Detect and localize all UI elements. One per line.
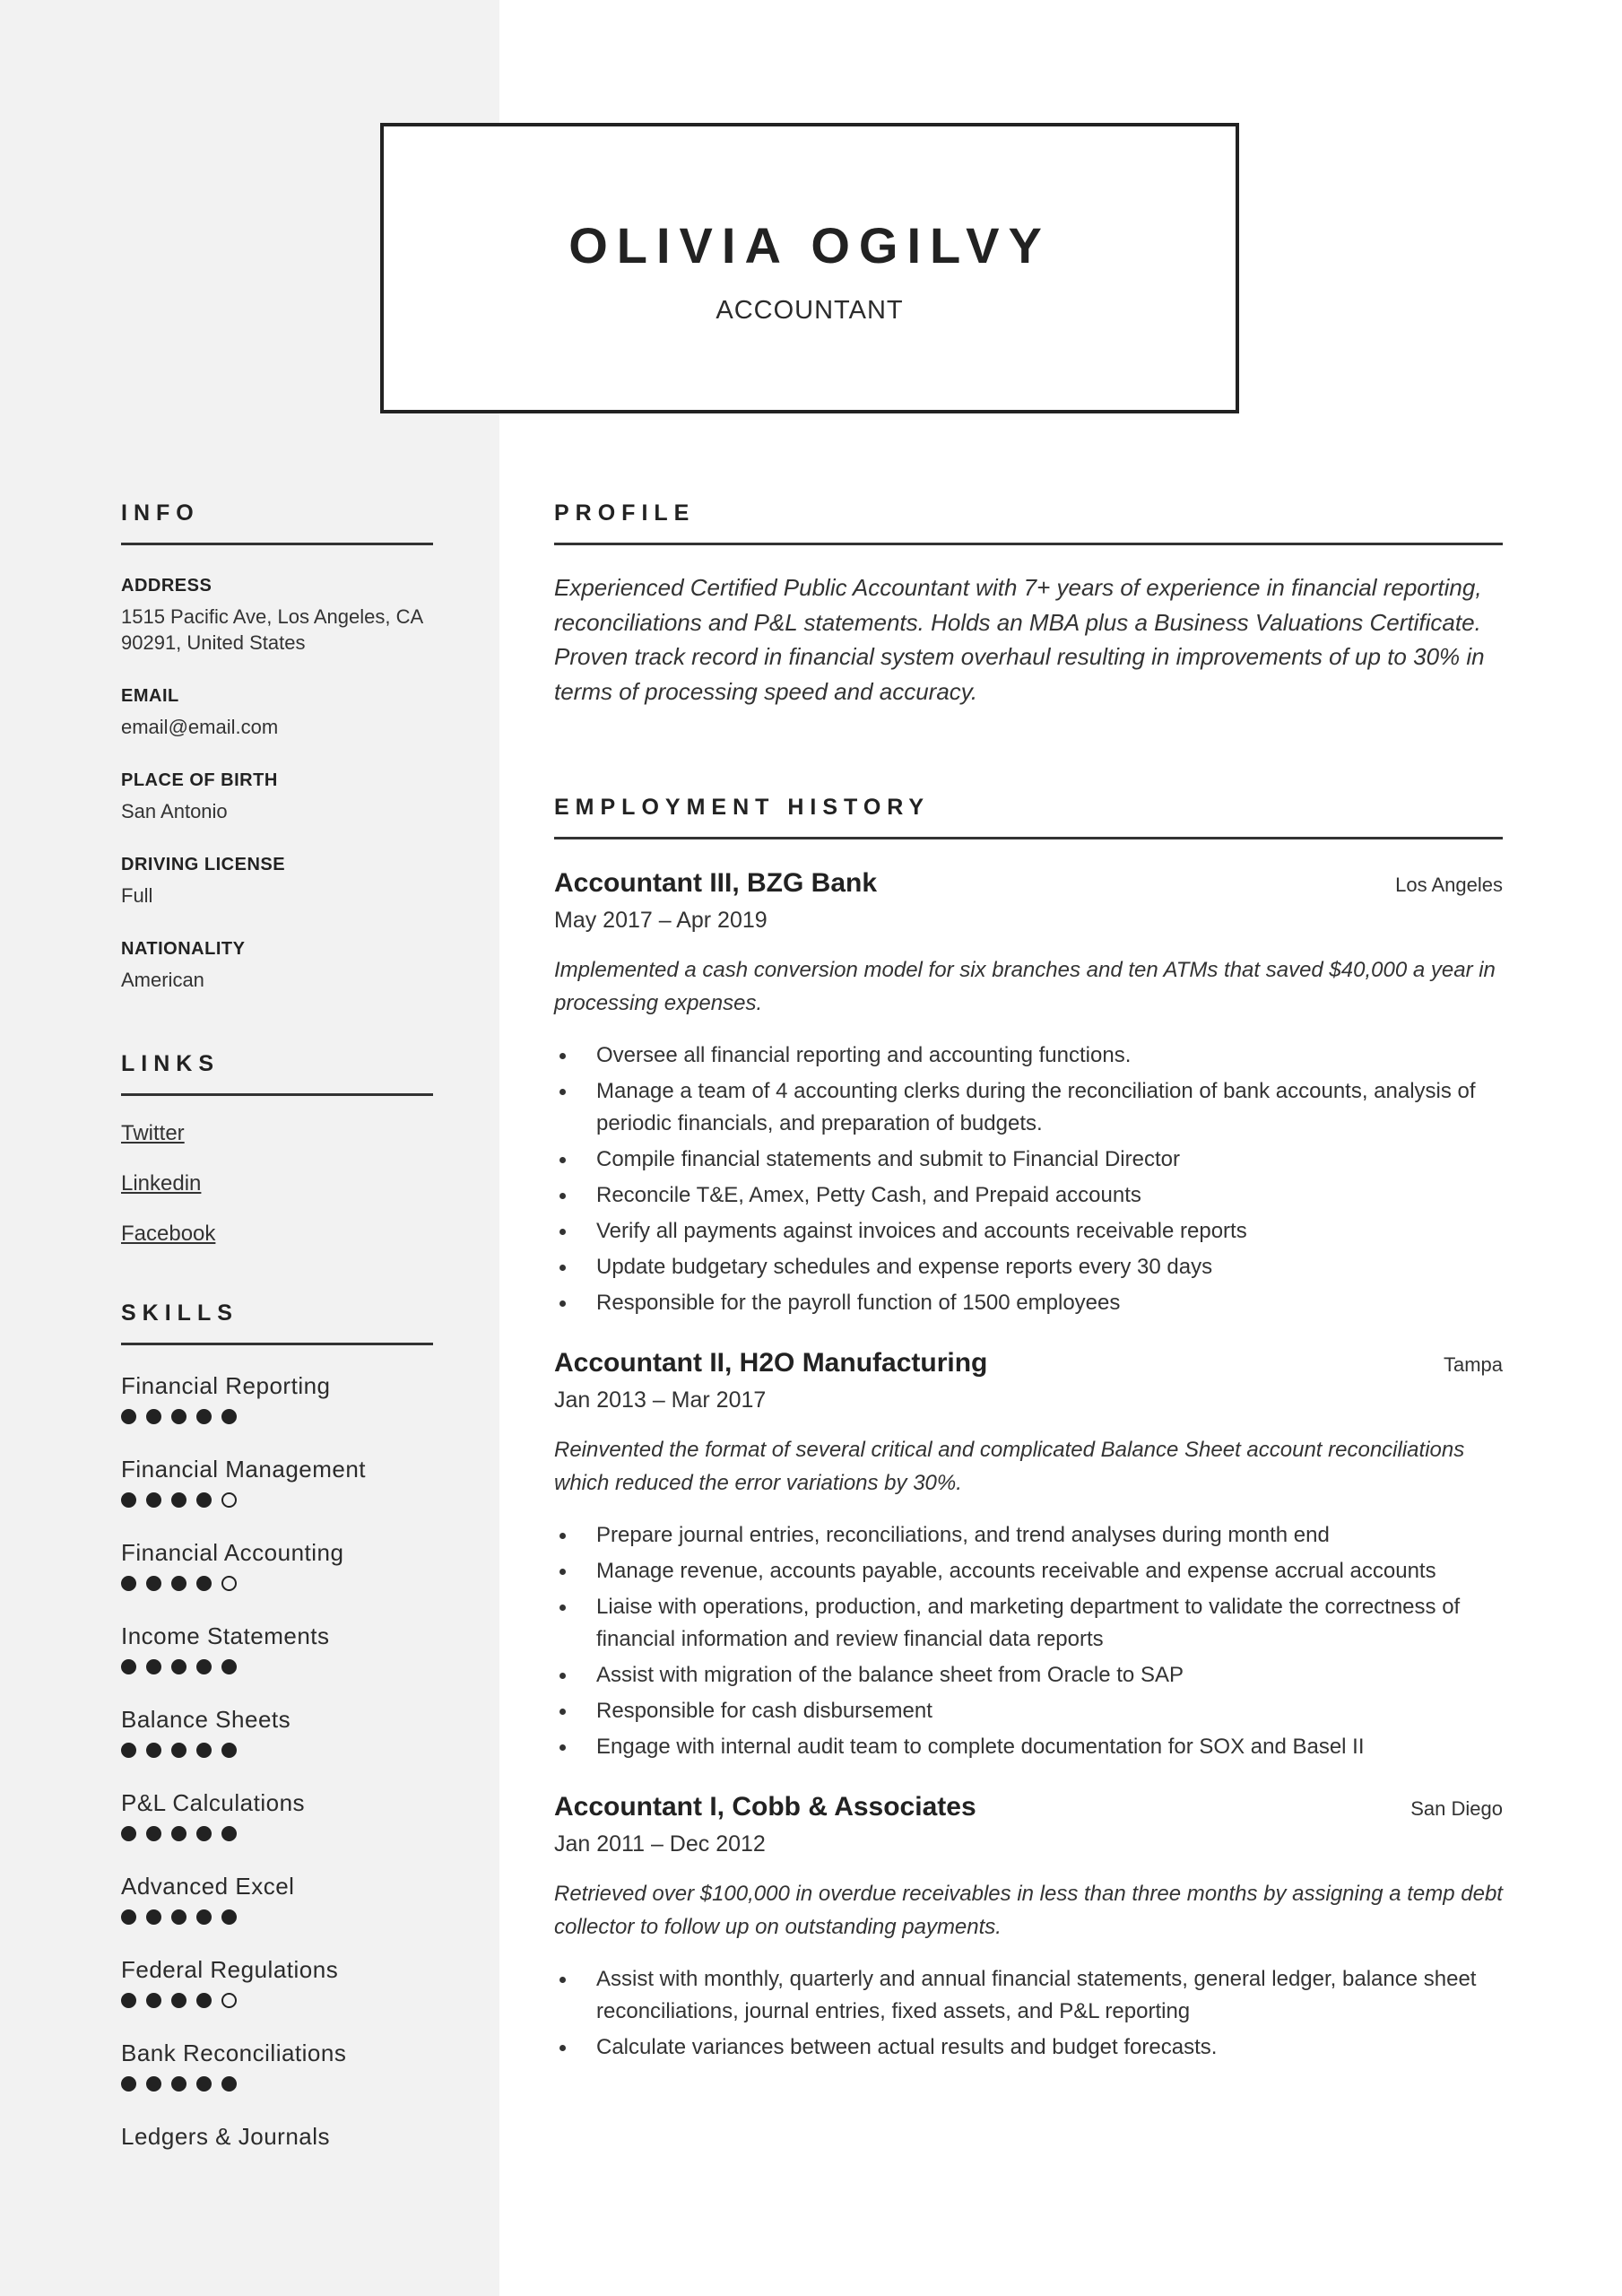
- rating-dot-filled: [146, 1743, 161, 1758]
- job-title: Accountant I, Cobb & Associates: [554, 1792, 976, 1822]
- skill-rating: [121, 1409, 433, 1429]
- rating-dot-filled: [196, 1826, 212, 1841]
- skill-name: Federal Regulations: [121, 1956, 339, 1983]
- employment-section: [554, 795, 1503, 2067]
- skills-section: [121, 1300, 433, 2151]
- license-value: Full: [121, 884, 153, 907]
- rating-dot-filled: [171, 1659, 186, 1674]
- skill-item: [121, 1456, 433, 1512]
- skill-name: Financial Accounting: [121, 1539, 344, 1566]
- skill-name: P&L Calculations: [121, 1789, 306, 1816]
- job-bullet: Responsible for cash disbursement: [554, 1695, 1503, 1727]
- email-label: EMAIL: [121, 686, 179, 706]
- skill-item: [121, 2039, 433, 2096]
- rating-dot-filled: [196, 1743, 212, 1758]
- birthplace-value: San Antonio: [121, 800, 228, 822]
- employment-heading: EMPLOYMENT HISTORY: [554, 795, 1503, 839]
- job-title-row: [554, 1792, 1503, 1822]
- rating-dot-filled: [171, 1492, 186, 1508]
- candidate-title: ACCOUNTANT: [716, 296, 904, 325]
- skill-item: [121, 1956, 433, 2013]
- skill-item: [121, 1539, 433, 1596]
- rating-dot-filled: [171, 1909, 186, 1925]
- rating-dot-filled: [146, 1659, 161, 1674]
- skill-rating: [121, 2076, 433, 2096]
- skill-rating: [121, 1576, 433, 1596]
- skill-rating: [121, 1993, 433, 2013]
- job-bullet: Liaise with operations, production, and marketing department to validate the correctness of financial information and review financial data reports: [554, 1591, 1503, 1656]
- rating-dot-filled: [221, 1409, 237, 1424]
- job-bullet: Engage with internal audit team to complete documentation for SOX and Basel II: [554, 1731, 1503, 1763]
- profile-section: [554, 500, 1503, 709]
- birthplace-label: PLACE OF BIRTH: [121, 770, 278, 790]
- job-bullet: Manage a team of 4 accounting clerks during the reconciliation of bank accounts, analysis of periodic financials, and preparation of budgets.: [554, 1075, 1503, 1140]
- rating-dot-filled: [196, 2076, 212, 2092]
- job-title: Accountant III, BZG Bank: [554, 868, 878, 898]
- job-bullet: Calculate variances between actual results and budget forecasts.: [554, 2031, 1503, 2064]
- rating-dot-empty: [221, 1492, 237, 1508]
- rating-dot-filled: [146, 1409, 161, 1424]
- rating-dot-filled: [171, 1576, 186, 1591]
- candidate-name: OLIVIA OGILVY: [568, 217, 1051, 274]
- resume-header: [380, 123, 1239, 413]
- skill-name: Balance Sheets: [121, 1706, 291, 1733]
- jobs-list: [554, 868, 1503, 2064]
- skill-rating: [121, 1492, 433, 1512]
- job-dates: Jan 2013 – Mar 2017: [554, 1387, 767, 1413]
- twitter-link[interactable]: Twitter: [121, 1121, 185, 1145]
- rating-dot-filled: [171, 2076, 186, 2092]
- job-bullet: Compile financial statements and submit to Financial Director: [554, 1144, 1503, 1176]
- job-bullet: Prepare journal entries, reconciliations, and trend analyses during month end: [554, 1519, 1503, 1552]
- rating-dot-filled: [121, 1743, 136, 1758]
- rating-dot-filled: [121, 1826, 136, 1841]
- rating-dot-empty: [221, 1993, 237, 2008]
- skill-rating: [121, 1909, 433, 1929]
- job-entry: [554, 1792, 1503, 2064]
- skill-name: Advanced Excel: [121, 1873, 295, 1900]
- rating-dot-filled: [121, 1576, 136, 1591]
- job-description: Reinvented the format of several critical and complicated Balance Sheet account reconciliations which reduced the error variations by 30%.: [554, 1438, 1465, 1495]
- rating-dot-filled: [196, 1576, 212, 1591]
- rating-dot-filled: [196, 1993, 212, 2008]
- skill-name: Income Statements: [121, 1622, 330, 1649]
- job-bullet: Update budgetary schedules and expense reports every 30 days: [554, 1251, 1503, 1283]
- skills-heading: SKILLS: [121, 1300, 433, 1345]
- rating-dot-filled: [146, 1492, 161, 1508]
- skill-name: Ledgers & Journals: [121, 2123, 331, 2150]
- job-location: San Diego: [1410, 1797, 1503, 1820]
- job-bullet: Verify all payments against invoices and accounts receivable reports: [554, 1215, 1503, 1248]
- rating-dot-filled: [121, 1492, 136, 1508]
- job-bullet: Manage revenue, accounts payable, accounts receivable and expense accrual accounts: [554, 1555, 1503, 1587]
- job-description: Implemented a cash conversion model for six branches and ten ATMs that saved $40,000 a year in processing expenses.: [554, 958, 1496, 1015]
- rating-dot-filled: [221, 1743, 237, 1758]
- job-dates: May 2017 – Apr 2019: [554, 908, 768, 933]
- job-bullet: Assist with migration of the balance sheet from Oracle to SAP: [554, 1659, 1503, 1692]
- job-location: Tampa: [1443, 1353, 1503, 1376]
- profile-text: Experienced Certified Public Accountant with 7+ years of experience in financial reporting, reconciliations and P&L statements. Holds an MBA plus a Business Valuations Certificate. Proven track record in financial system overhaul resulting in improvements of up to 30% in terms of processing speed and accuracy.: [554, 574, 1485, 705]
- job-bullet-list: [554, 1963, 1503, 2064]
- skill-item: [121, 1622, 433, 1679]
- skill-name: Financial Reporting: [121, 1372, 331, 1399]
- nationality-label: NATIONALITY: [121, 939, 246, 959]
- rating-dot-filled: [221, 2076, 237, 2092]
- profile-heading: PROFILE: [554, 500, 1503, 545]
- rating-dot-filled: [196, 1409, 212, 1424]
- job-entry: [554, 868, 1503, 1319]
- info-heading: INFO: [121, 500, 433, 545]
- address-value: 1515 Pacific Ave, Los Angeles, CA 90291, United States: [121, 605, 422, 654]
- rating-dot-filled: [146, 1576, 161, 1591]
- rating-dot-filled: [196, 1659, 212, 1674]
- skills-list: [121, 1372, 433, 2151]
- rating-dot-filled: [171, 1409, 186, 1424]
- rating-dot-filled: [146, 2076, 161, 2092]
- rating-dot-filled: [121, 1993, 136, 2008]
- rating-dot-filled: [146, 1826, 161, 1841]
- job-title-row: [554, 868, 1503, 899]
- facebook-link[interactable]: Facebook: [121, 1222, 216, 1246]
- skill-item: [121, 1789, 433, 1846]
- rating-dot-filled: [196, 1492, 212, 1508]
- job-description: Retrieved over $100,000 in overdue receivables in less than three months by assigning a temp debt collector to follow up on outstanding payments.: [554, 1882, 1503, 1939]
- skill-name: Financial Management: [121, 1456, 367, 1483]
- job-location: Los Angeles: [1395, 874, 1503, 896]
- rating-dot-filled: [171, 1993, 186, 2008]
- job-bullet: Reconcile T&E, Amex, Petty Cash, and Prepaid accounts: [554, 1179, 1503, 1212]
- skill-item: [121, 1873, 433, 1929]
- rating-dot-filled: [146, 1993, 161, 2008]
- skill-name: Bank Reconciliations: [121, 2039, 347, 2066]
- linkedin-link[interactable]: Linkedin: [121, 1171, 202, 1196]
- email-value: email@email.com: [121, 716, 279, 738]
- rating-dot-filled: [221, 1909, 237, 1925]
- rating-dot-empty: [221, 1576, 237, 1591]
- links-heading: LINKS: [121, 1051, 433, 1096]
- skill-rating: [121, 1826, 433, 1846]
- rating-dot-filled: [221, 1826, 237, 1841]
- skill-item: [121, 2123, 433, 2151]
- rating-dot-filled: [121, 1409, 136, 1424]
- job-bullet-list: [554, 1039, 1503, 1319]
- rating-dot-filled: [171, 1826, 186, 1841]
- rating-dot-filled: [121, 1659, 136, 1674]
- job-title-row: [554, 1348, 1503, 1378]
- job-bullet: Oversee all financial reporting and accounting functions.: [554, 1039, 1503, 1072]
- job-bullet-list: [554, 1519, 1503, 1763]
- rating-dot-filled: [221, 1659, 237, 1674]
- rating-dot-filled: [196, 1909, 212, 1925]
- skill-rating: [121, 1743, 433, 1762]
- license-label: DRIVING LICENSE: [121, 855, 286, 874]
- skill-rating: [121, 1659, 433, 1679]
- job-dates: Jan 2011 – Dec 2012: [554, 1831, 766, 1857]
- job-bullet: Responsible for the payroll function of 1500 employees: [554, 1287, 1503, 1319]
- rating-dot-filled: [121, 1909, 136, 1925]
- rating-dot-filled: [121, 2076, 136, 2092]
- info-section: [121, 500, 433, 993]
- skill-item: [121, 1372, 433, 1429]
- skill-item: [121, 1706, 433, 1762]
- address-label: ADDRESS: [121, 576, 213, 596]
- job-title: Accountant II, H2O Manufacturing: [554, 1348, 988, 1378]
- job-bullet: Assist with monthly, quarterly and annual financial statements, general ledger, balance sheet reconciliations, journal entries, fixed assets, and P&L reporting: [554, 1963, 1503, 2028]
- job-entry: [554, 1348, 1503, 1763]
- rating-dot-filled: [146, 1909, 161, 1925]
- links-section: [121, 1051, 433, 1247]
- nationality-value: American: [121, 969, 204, 991]
- rating-dot-filled: [171, 1743, 186, 1758]
